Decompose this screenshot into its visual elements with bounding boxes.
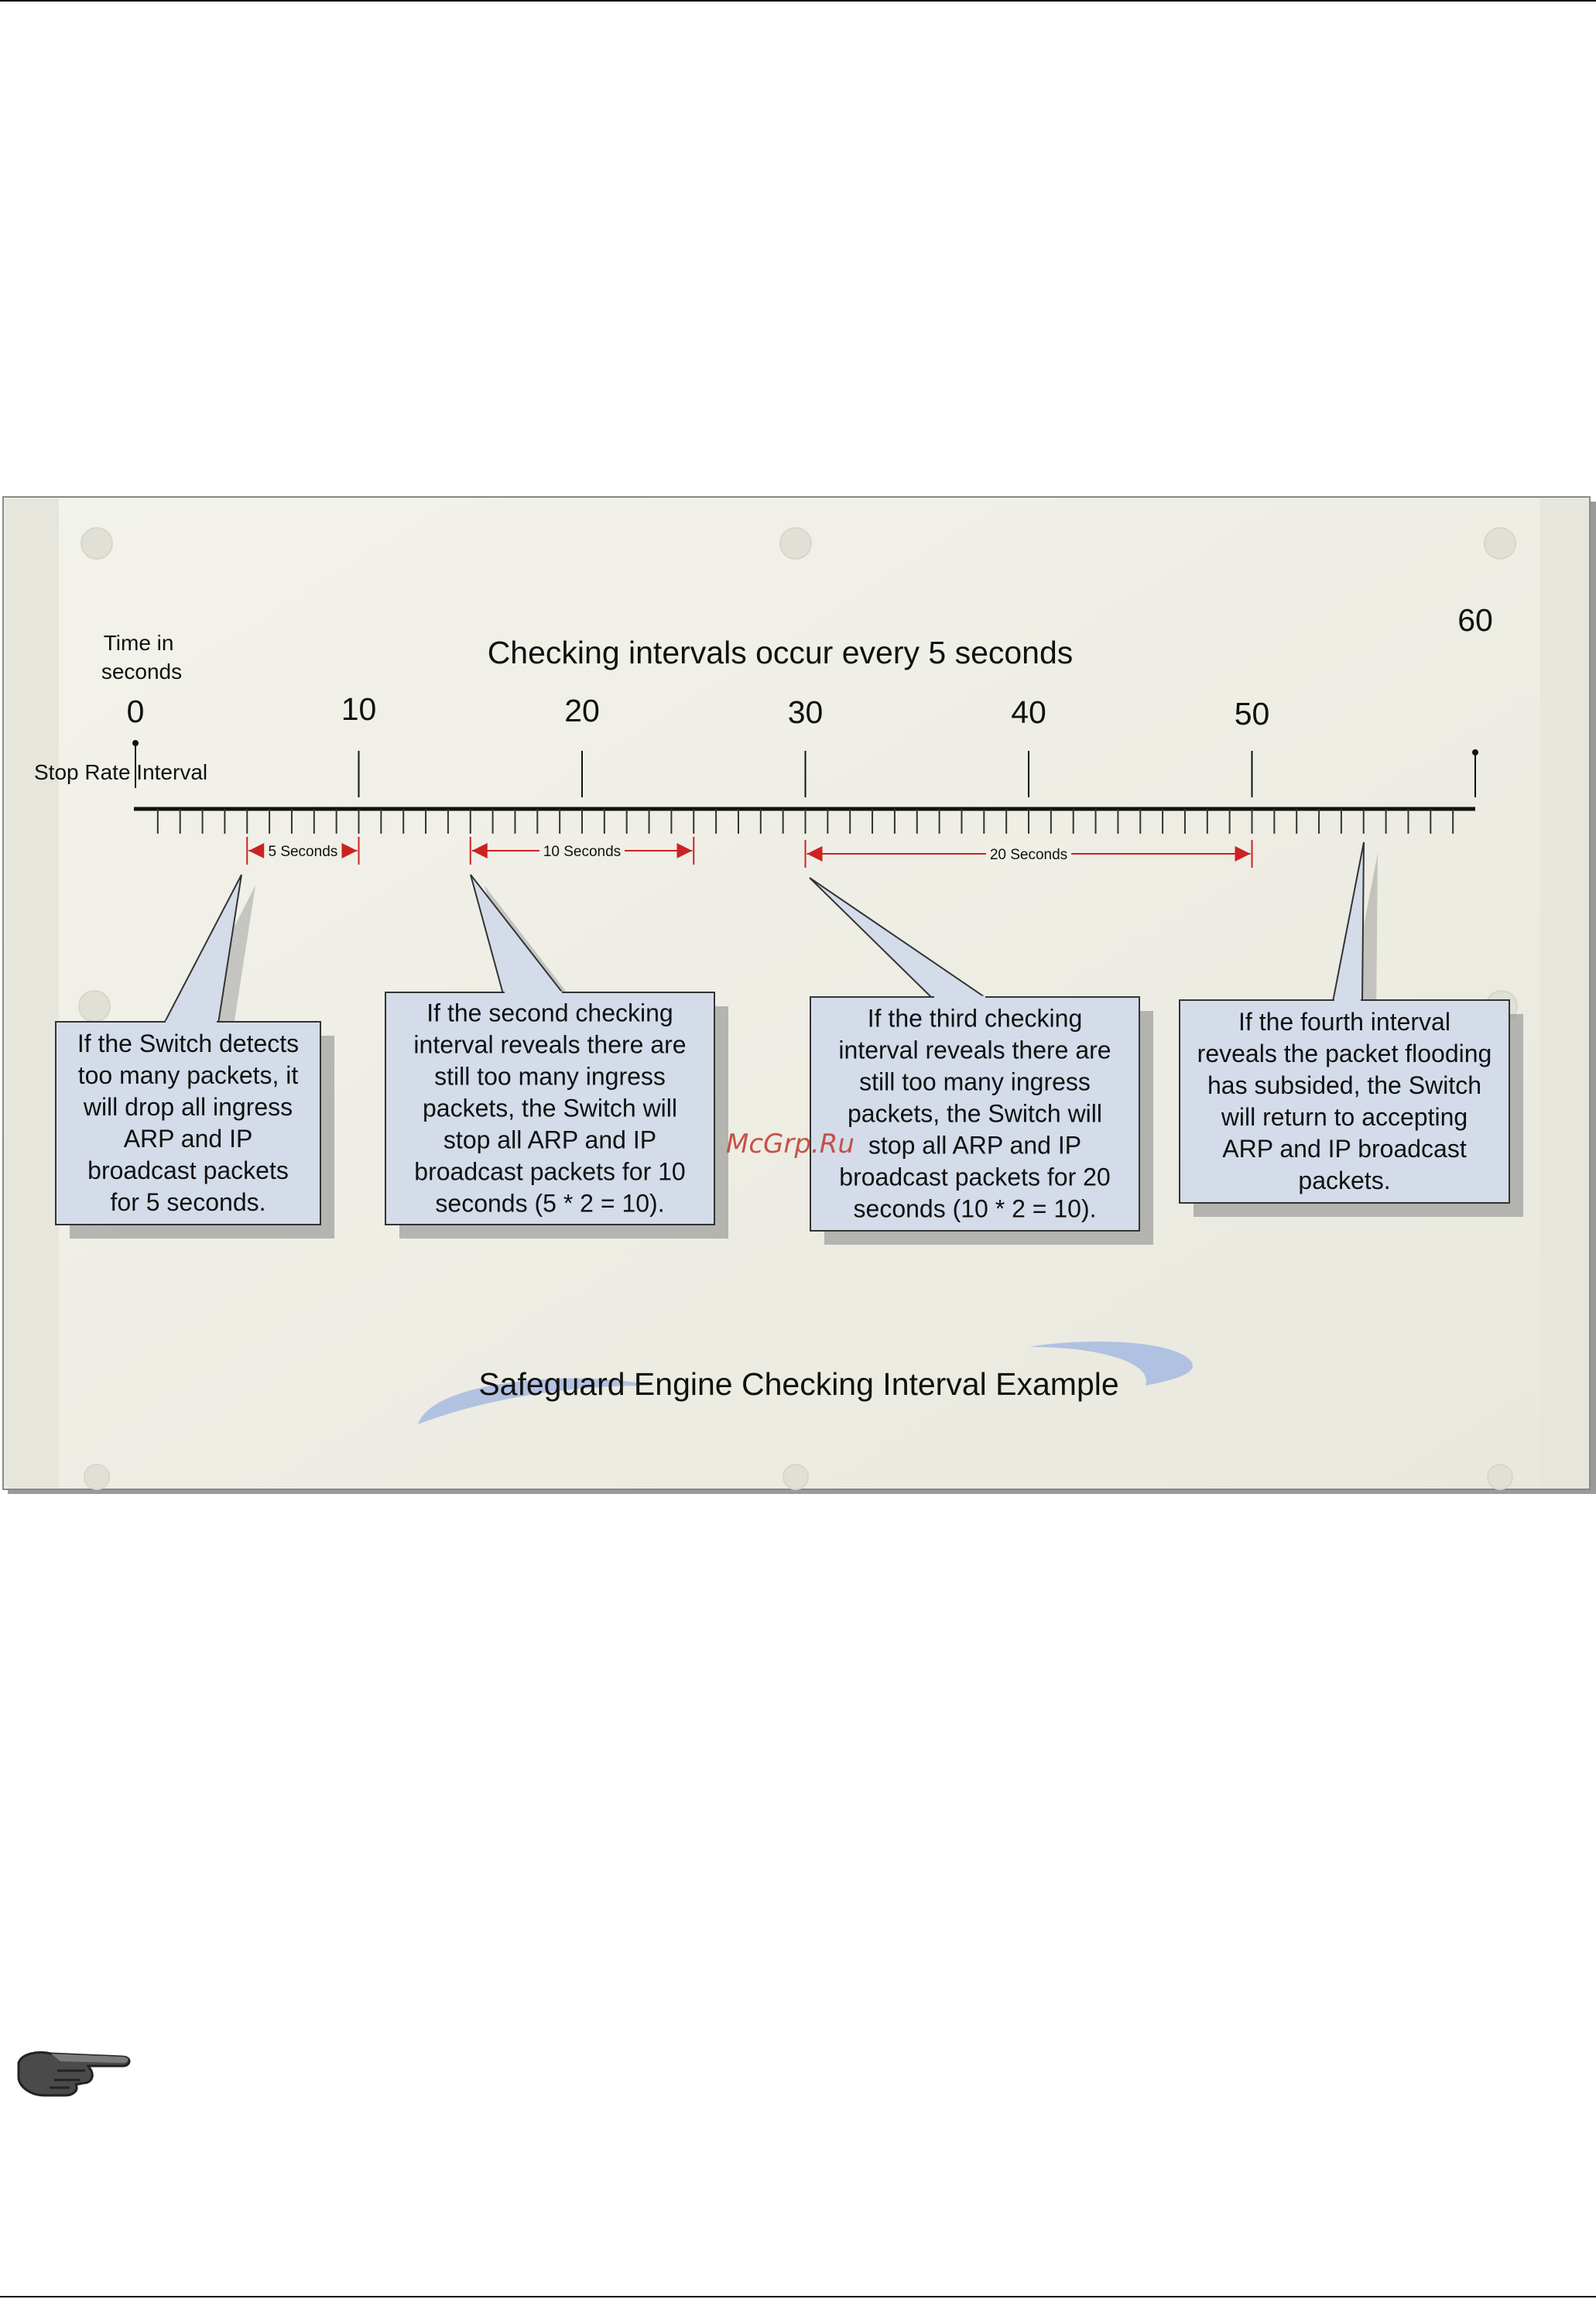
diagram-canvas (0, 495, 1596, 1502)
span-label: 5 Seconds (268, 844, 338, 860)
callout-text: If the third checking interval reveals there are still too many ingress packets, the Switch will stop all ARP and IP broadcast packets for 20 seconds (10 * 2 = 10). (838, 1004, 1111, 1223)
span-label: 10 Seconds (543, 844, 622, 860)
tick-dot (132, 740, 139, 746)
panel-right-band (1540, 499, 1588, 1488)
time-label: Time in seconds (101, 631, 183, 684)
diagram-header: Checking intervals occur every 5 seconds (487, 635, 1074, 670)
span-label: 20 Seconds (989, 847, 1068, 863)
watermark: McGrp.Ru (726, 1129, 855, 1160)
top-rule (0, 0, 1596, 2)
major-tick-label: 20 (564, 693, 600, 728)
diagram-figure (0, 495, 1596, 1502)
stop-rate-label: Stop Rate Interval (34, 760, 208, 784)
panel-left-band (5, 499, 59, 1488)
callout-text: If the second checking interval reveals there are still too many ingress packets, the Switch will stop all ARP and IP broadcast packets for 10 seconds (5 * 2 = 10). (413, 999, 687, 1218)
diagram-caption: Safeguard Engine Checking Interval Example (478, 1366, 1119, 1402)
bottom-rule (0, 2296, 1596, 2297)
major-tick-label: 0 (126, 694, 145, 729)
major-tick-label: 50 (1234, 696, 1270, 732)
callout-text: If the Switch detects too many packets, it will drop all ingress ARP and IP broadcast packets for 5 seconds. (77, 1030, 300, 1216)
callout-text: If the fourth interval reveals the packet flooding has subsided, the Switch will return to accepting ARP and IP broadcast packets. (1197, 1008, 1492, 1194)
major-tick-label: 30 (787, 694, 824, 730)
pointing-hand-icon (14, 2040, 138, 2102)
major-tick-label: 40 (1011, 694, 1046, 730)
major-tick-label: 60 (1457, 602, 1493, 638)
major-tick-label: 10 (341, 691, 377, 727)
tick-dot (1472, 749, 1478, 755)
